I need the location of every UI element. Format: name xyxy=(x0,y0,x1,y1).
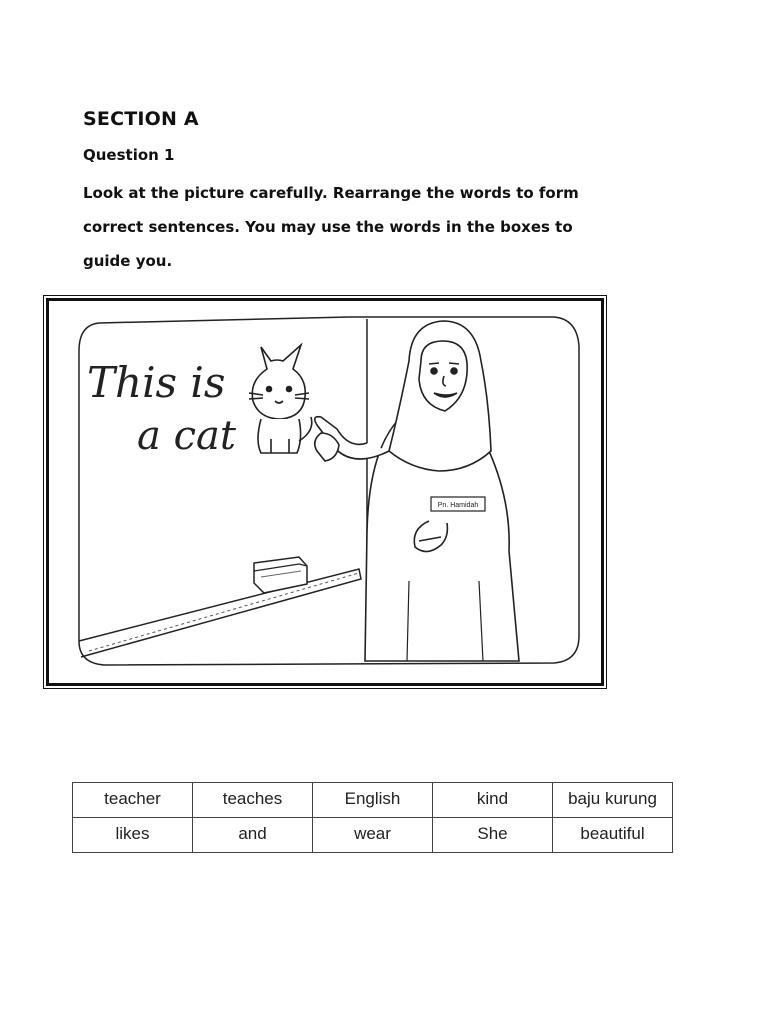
word-cell: baju kurung xyxy=(553,783,673,818)
instructions xyxy=(83,176,623,278)
word-cell: likes xyxy=(73,818,193,853)
eraser-icon xyxy=(254,557,307,593)
instruction-line: guide you. xyxy=(83,252,173,270)
word-cell: kind xyxy=(433,783,553,818)
word-cell: beautiful xyxy=(553,818,673,853)
table-row xyxy=(73,783,673,818)
instruction-line: Look at the picture carefully. Rearrange the words to form xyxy=(83,184,579,202)
word-box-table xyxy=(72,782,673,853)
teacher-drawing-icon xyxy=(315,321,519,661)
word-cell: English xyxy=(313,783,433,818)
cat-drawing-icon xyxy=(249,345,312,453)
word-cell: teaches xyxy=(193,783,313,818)
instruction-line: correct sentences. You may use the words in the boxes to xyxy=(83,218,573,236)
table-row xyxy=(73,818,673,853)
question-number: Question 1 xyxy=(83,146,175,164)
word-cell: wear xyxy=(313,818,433,853)
classroom-illustration xyxy=(49,301,601,683)
word-cell: teacher xyxy=(73,783,193,818)
word-cell: and xyxy=(193,818,313,853)
board-text-line2: a cat xyxy=(137,413,236,459)
section-title: SECTION A xyxy=(83,108,199,130)
word-cell: She xyxy=(433,818,553,853)
illustration-frame xyxy=(46,298,604,686)
board-text-line1: This is xyxy=(87,358,226,407)
name-tag-text: Pn. Hamidah xyxy=(437,502,479,509)
